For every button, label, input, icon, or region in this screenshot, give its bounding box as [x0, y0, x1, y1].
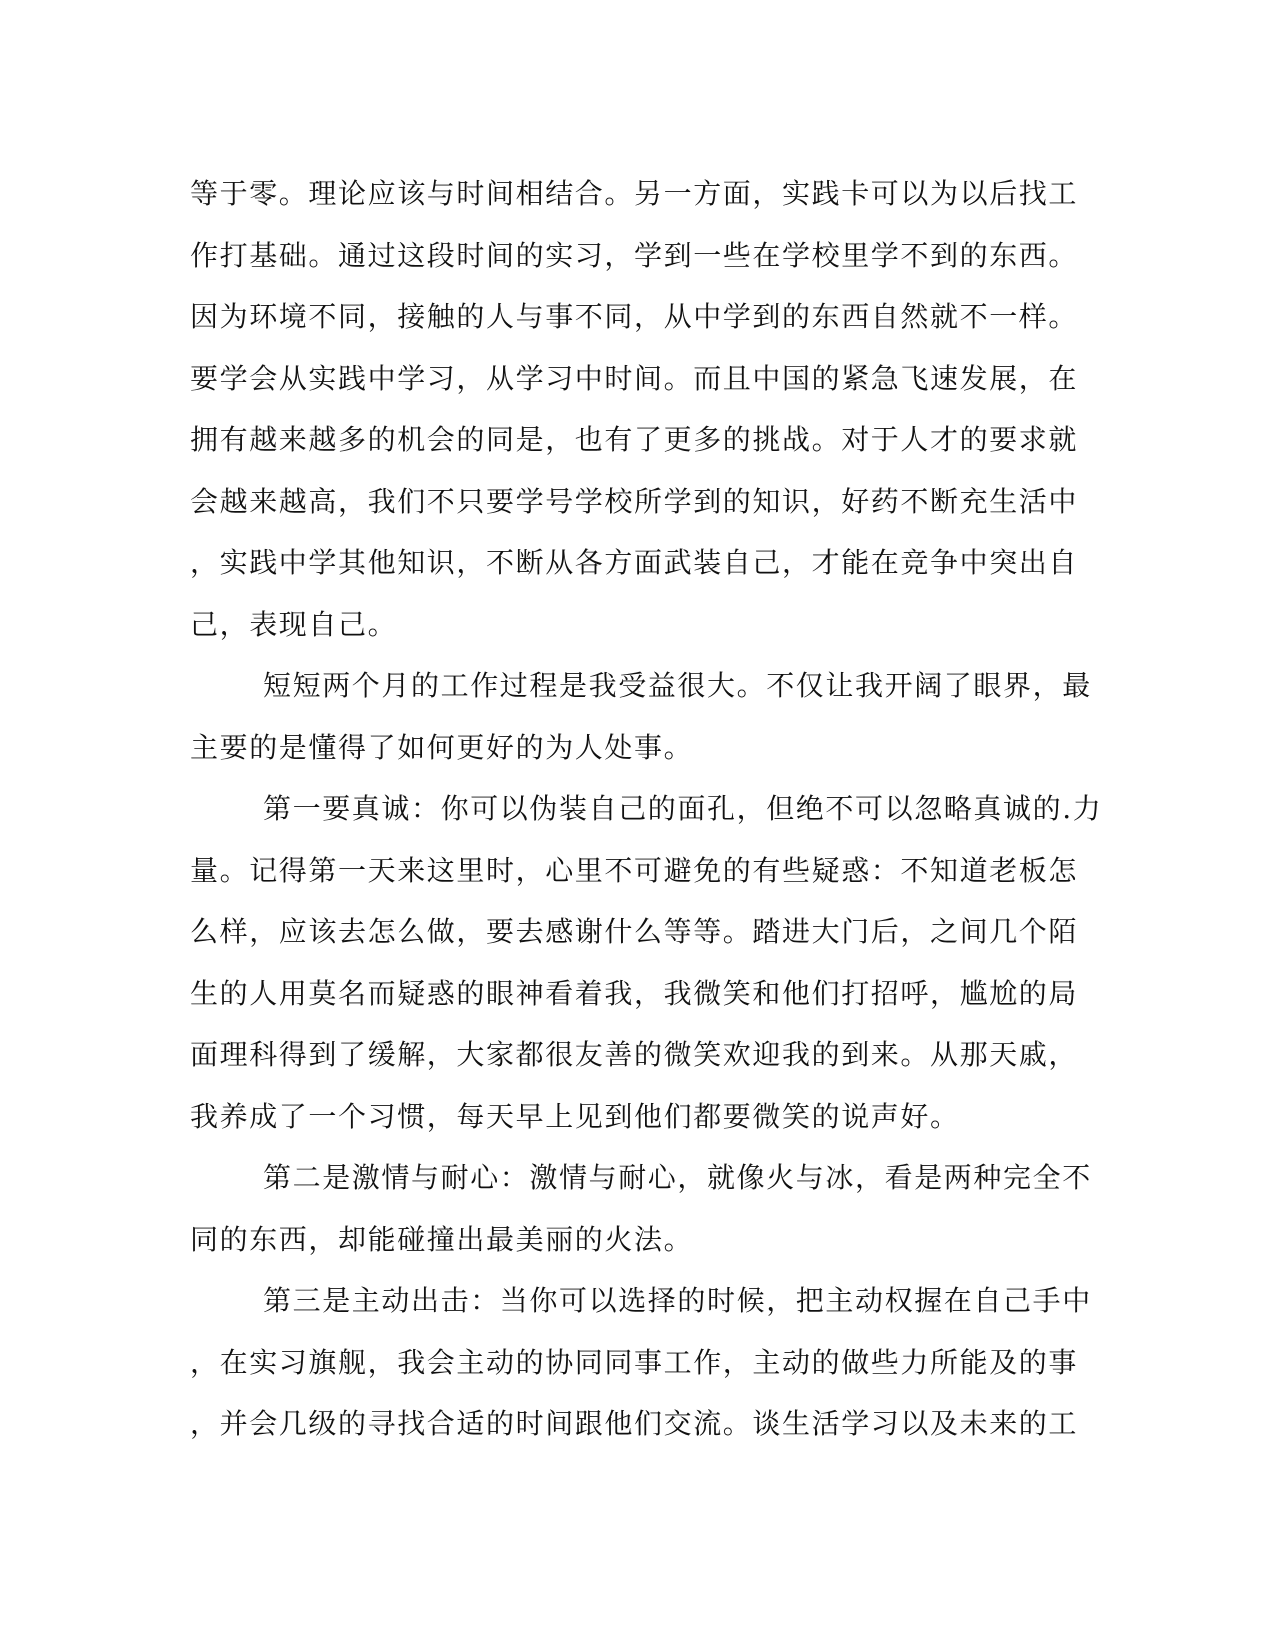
text-line: 量。记得第一天来这里时，心里不可避免的有些疑惑：不知道老板怎	[190, 853, 1079, 887]
text-line: 我养成了一个习惯，每天早上见到他们都要微笑的说声好。	[190, 1099, 960, 1133]
text-line: 生的人用莫名而疑惑的眼神看着我，我微笑和他们打招呼，尴尬的局	[190, 976, 1079, 1010]
paragraph-first-line: 第一要真诚：你可以伪装自己的面孔，但绝不可以忽略真诚的.力	[263, 792, 1103, 825]
text-line: 等于零。理论应该与时间相结合。另一方面，实践卡可以为以后找工	[190, 177, 1079, 210]
text-line: 要学会从实践中学习，从学习中时间。而且中国的紧急飞速发展，在	[190, 361, 1079, 395]
text-line: 作打基础。通过这段时间的实习，学到一些在学校里学不到的东西。	[190, 238, 1079, 272]
paragraph-first-line: 短短两个月的工作过程是我受益很大。不仅让我开阔了眼界，最	[263, 669, 1092, 702]
text-line: 己，表现自己。	[190, 607, 398, 641]
paragraph-first-line: 第二是激情与耐心：激情与耐心，就像火与冰，看是两种完全不	[263, 1161, 1092, 1194]
text-line: 拥有越来越多的机会的同是，也有了更多的挑战。对于人才的要求就	[190, 423, 1079, 456]
text-line: 因为环境不同，接触的人与事不同，从中学到的东西自然就不一样。	[190, 300, 1079, 333]
text-line: 会越来越高，我们不只要学号学校所学到的知识，好药不断充生活中	[190, 484, 1079, 518]
text-line: 同的东西，却能碰撞出最美丽的火法。	[190, 1222, 694, 1256]
text-line: 么样，应该去怎么做，要去感谢什么等等。踏进大门后，之间几个陌	[190, 915, 1079, 948]
text-line: ，在实习旗舰，我会主动的协同同事工作，主动的做些力所能及的事	[190, 1345, 1079, 1379]
text-line: 主要的是懂得了如何更好的为人处事。	[190, 730, 694, 764]
text-line: 面理科得到了缓解，大家都很友善的微笑欢迎我的到来。从那天戚，	[190, 1038, 1079, 1071]
document-body	[190, 163, 1103, 1455]
text-line: ，并会几级的寻找合适的时间跟他们交流。谈生活学习以及未来的工	[190, 1407, 1079, 1440]
text-line: ，实践中学其他知识，不断从各方面武装自己，才能在竞争中突出自	[190, 546, 1079, 579]
paragraph-first-line: 第三是主动出击：当你可以选择的时候，把主动权握在自己手中	[263, 1284, 1092, 1317]
